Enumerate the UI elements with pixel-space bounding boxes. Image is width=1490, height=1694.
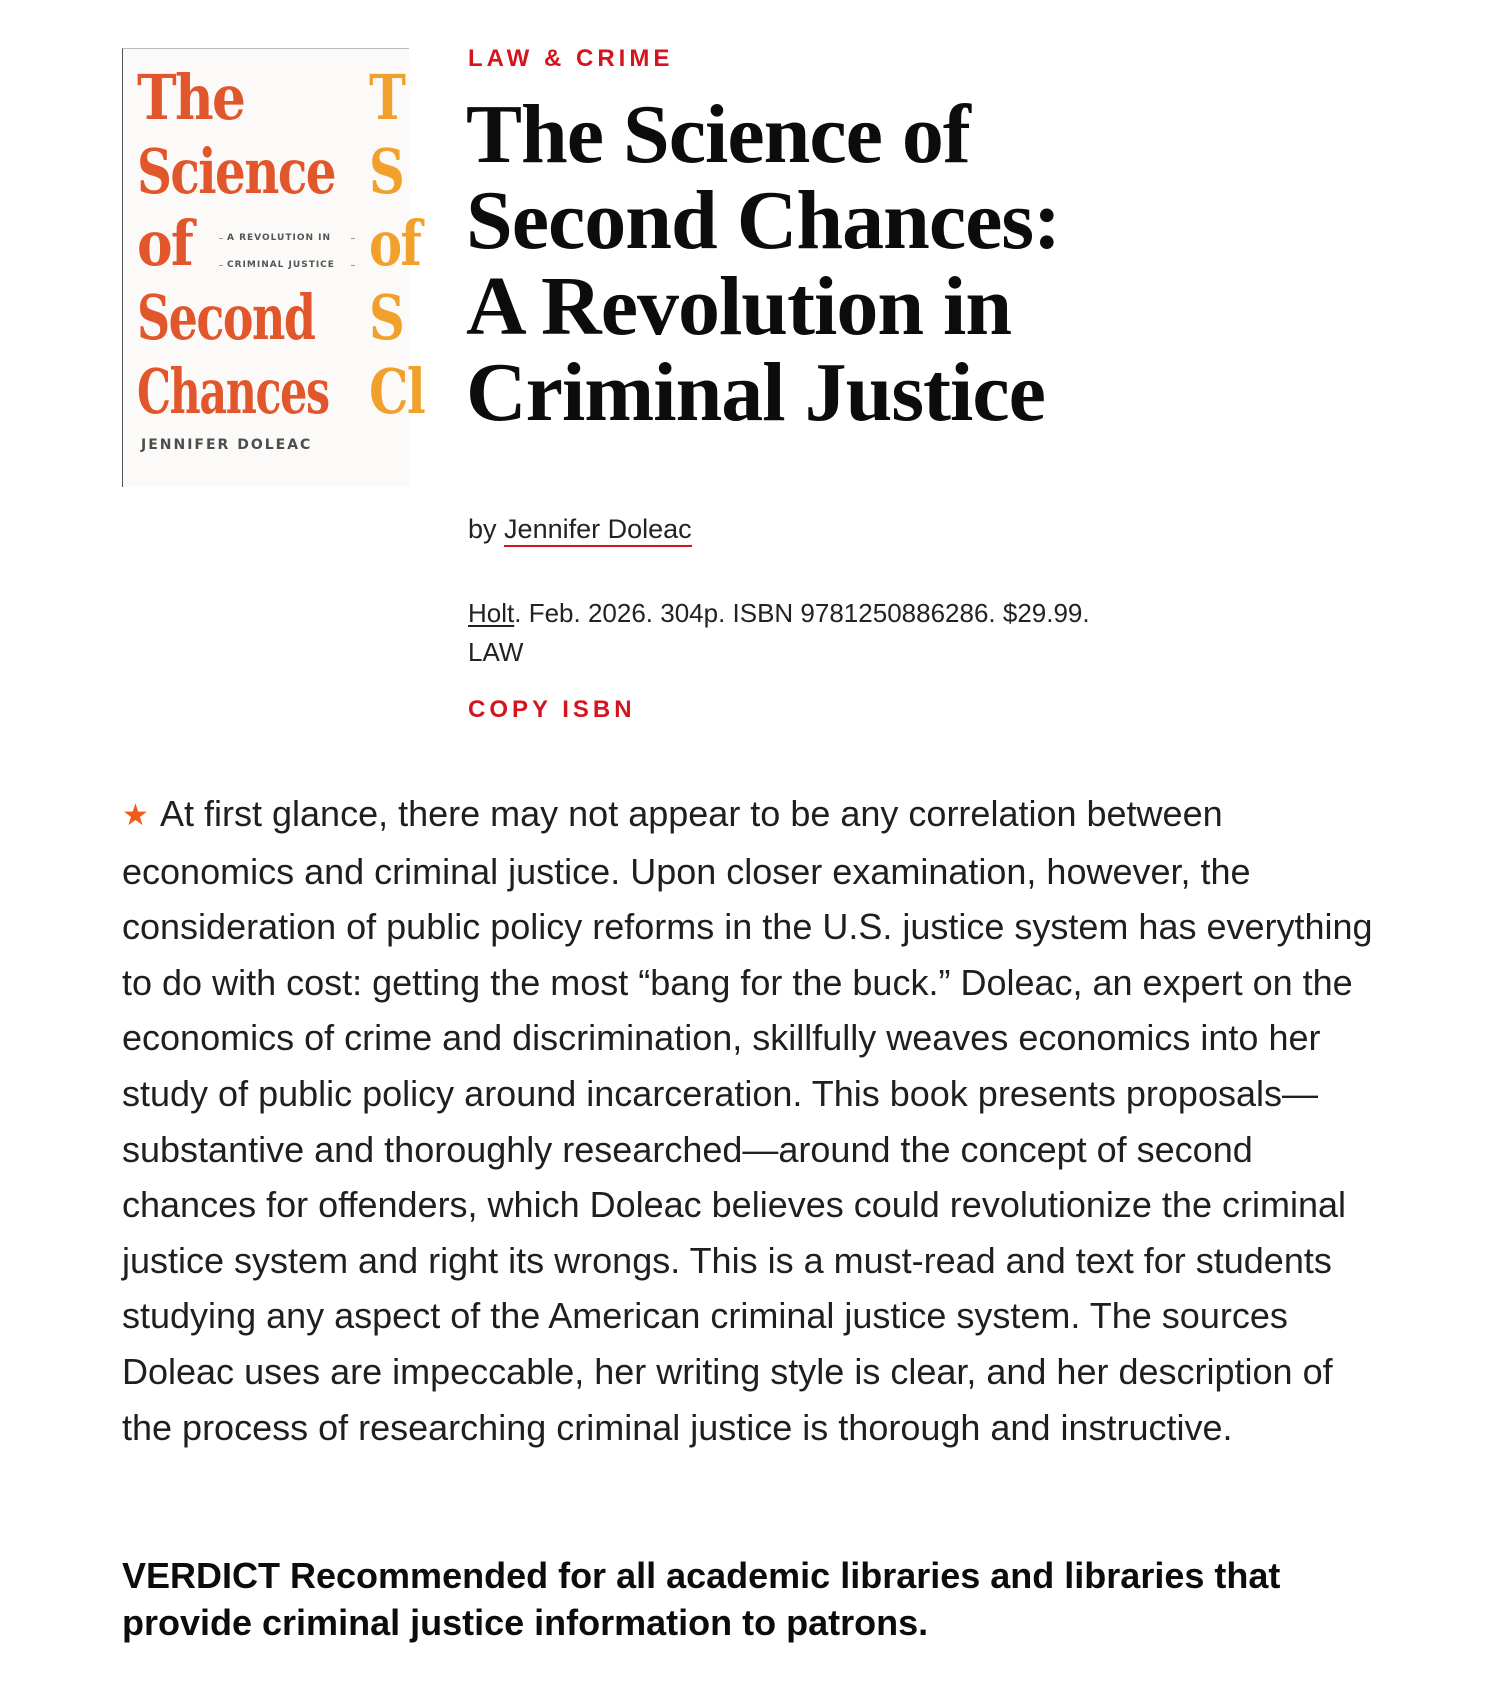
cover-title-line: Science [137, 135, 335, 208]
category-label[interactable]: LAW & CRIME [468, 45, 674, 72]
title-line: Second Chances: [466, 174, 1061, 267]
cover-subtitle [219, 225, 355, 279]
cover-back-echo [369, 49, 425, 487]
byline [468, 514, 692, 545]
cover-title-line: of [137, 207, 193, 280]
book-title [466, 88, 1186, 439]
publication-info [468, 594, 1108, 672]
cover-title-line: The [137, 61, 245, 134]
cover-subtitle-line: A REVOLUTION IN [219, 225, 355, 252]
title-line: A Revolution in [466, 260, 1012, 353]
star-icon: ★ [122, 799, 149, 832]
cover-echo-line: Cl [369, 355, 425, 428]
title-line: Criminal Justice [466, 346, 1045, 439]
book-cover[interactable] [122, 48, 425, 487]
byline-prefix: by [468, 514, 497, 544]
review-text: At first glance, there may not appear to be any correlation between economics and criminal justice. Upon closer examination, however, the consideration of public policy reforms in the U.S. justice system has everything to do with cost: getting the most “bang for the buck.” Doleac, an expert on the economics of crime and discrimination, skillfully weaves economics into her study of public policy around incarceration. This book presents proposals—substantive and thoroughly researched—around the concept of second chances for offenders, which Doleac believes could revolutionize the criminal justice system and right its wrongs. This is a must-read and text for students studying any aspect of the American criminal justice system. The sources Doleac uses are impeccable, her writing style is clear, and her description of the process of researching criminal justice is thorough and instructive. [122, 793, 1373, 1448]
verdict: VERDICT Recommended for all academic libraries and libraries that provide criminal justice information to patrons. [122, 1555, 1281, 1643]
cover-echo-line: S [369, 281, 404, 354]
copy-isbn-button[interactable]: COPY ISBN [468, 696, 636, 723]
cover-echo-line: T [369, 61, 405, 134]
cover-echo-line: S [369, 135, 404, 208]
cover-title-line: Chances [137, 355, 329, 428]
title-line: The Science of [466, 88, 970, 181]
publication-details: . Feb. 2026. 304p. ISBN 9781250886286. $29.99. LAW [468, 598, 1090, 667]
cover-title-line: Second [137, 281, 315, 354]
cover-subtitle-line: CRIMINAL JUSTICE [219, 252, 355, 279]
cover-echo-line: of [369, 207, 421, 280]
cover-author: JENNIFER DOLEAC [141, 437, 313, 453]
publisher-link[interactable]: Holt [468, 598, 515, 628]
author-link[interactable]: Jennifer Doleac [504, 514, 692, 547]
review-body [122, 786, 1392, 1455]
cover-front [123, 49, 363, 487]
